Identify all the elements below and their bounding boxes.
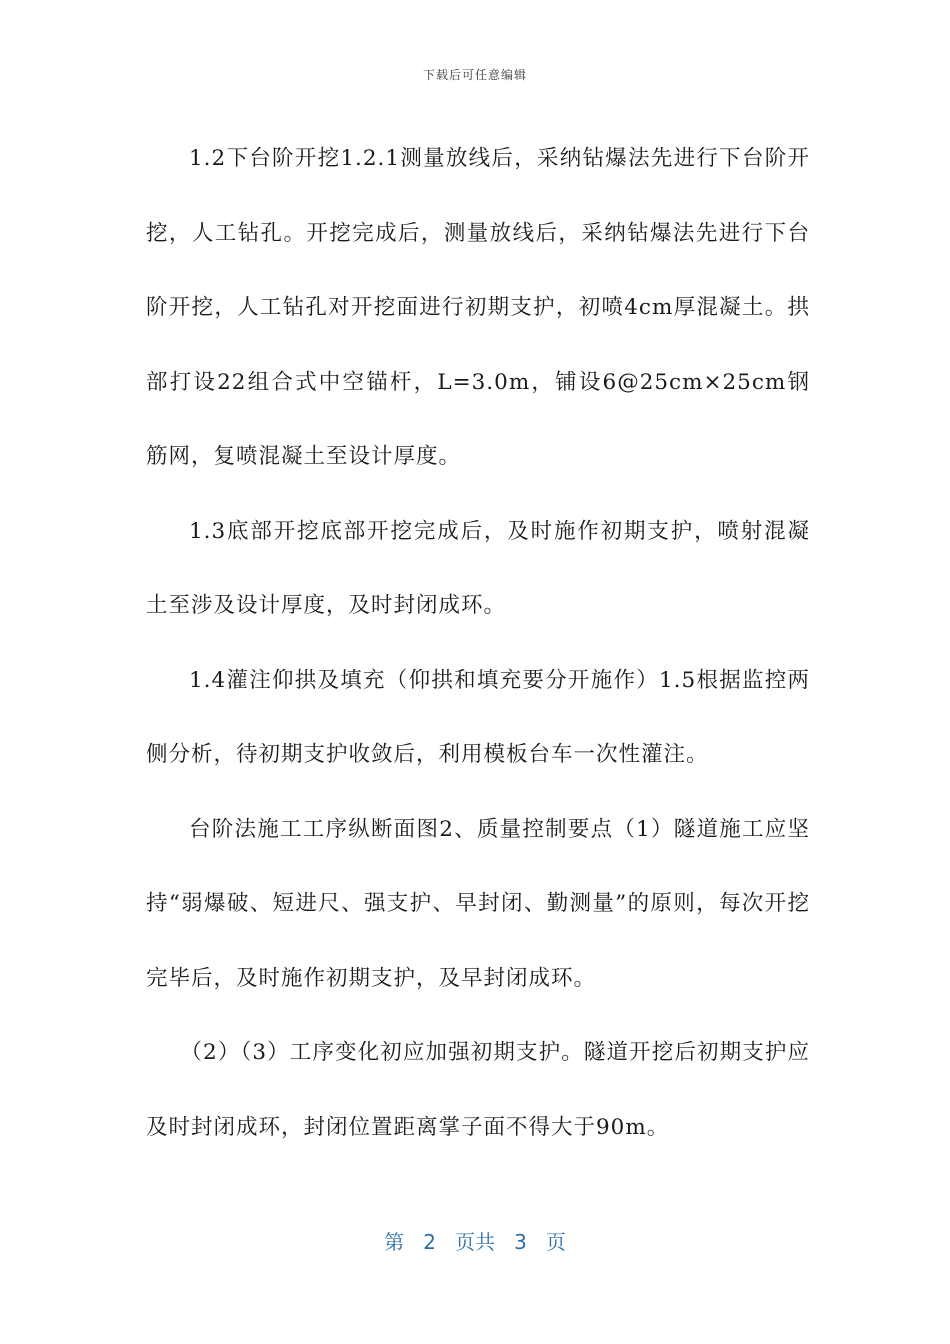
page-footer	[0, 1226, 950, 1255]
paragraph-1: 1.2下台阶开挖1.2.1测量放线后，采纳钻爆法先进行下台阶开挖，人工钻孔。开挖完成后，测量放线后，采纳钻爆法先进行下台阶开挖，人工钻孔对开挖面进行初期支护，初喷4cm厚混凝土。拱部打设22组合式中空锚杆，L=3.0m，铺设6@25cm×25cm钢筋网，复喷混凝土至设计厚度。	[146, 146, 810, 469]
document-body	[146, 122, 810, 1165]
paragraph-5: （2）（3）工序变化初应加强初期支护。隧道开挖后初期支护应及时封闭成环，封闭位置距离掌子面不得大于90m。	[146, 1040, 810, 1140]
paragraph-4: 台阶法施工工序纵断面图2、质量控制要点（1）隧道施工应坚持“弱爆破、短进尺、强支护、早封闭、勤测量”的原则，每次开挖完毕后，及时施作初期支护，及早封闭成环。	[146, 816, 810, 991]
paragraph-2: 1.3底部开挖底部开挖完成后，及时施作初期支护，喷射混凝土至涉及设计厚度，及时封闭成环。	[146, 518, 810, 618]
header-note: 下载后可任意编辑	[422, 68, 527, 82]
footer-prefix: 第	[384, 1230, 405, 1254]
footer-middle: 页共	[455, 1230, 495, 1254]
footer-suffix: 页	[545, 1230, 566, 1254]
paragraph-3: 1.4灌注仰拱及填充（仰拱和填充要分开施作）1.5根据监控两侧分析，待初期支护收敛后，利用模板台车一次性灌注。	[146, 667, 810, 767]
footer-total-pages: 3	[514, 1230, 527, 1254]
footer-current-page: 2	[423, 1230, 436, 1254]
